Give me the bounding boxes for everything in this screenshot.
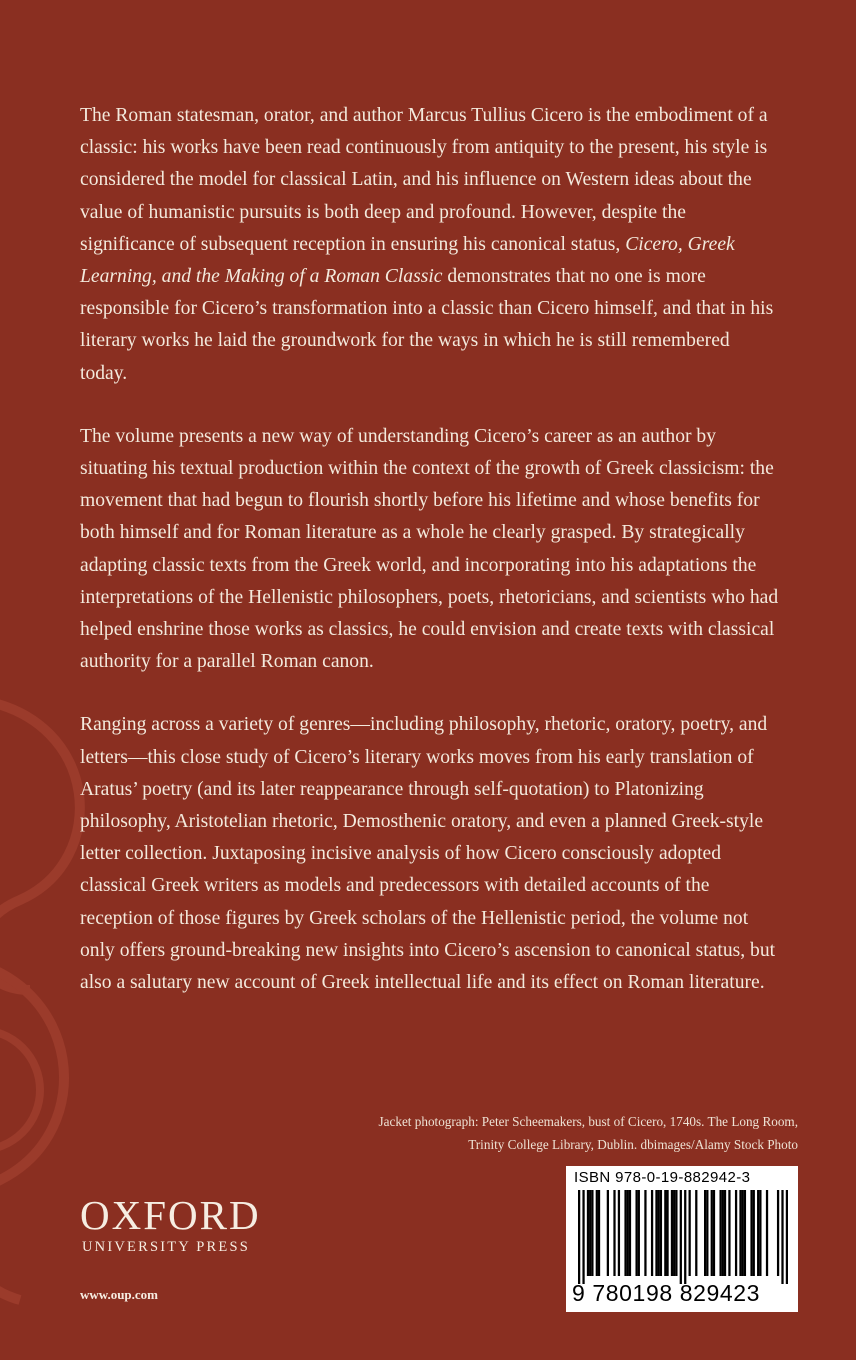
barcode-bar xyxy=(675,1190,677,1276)
barcode-bar xyxy=(722,1190,724,1276)
credit-line-1: Jacket photograph: Peter Scheemakers, bust of Cicero, 1740s. The Long Room, xyxy=(378,1114,798,1129)
barcode-bar xyxy=(607,1190,609,1276)
barcode-bar xyxy=(719,1190,721,1276)
barcode-bar xyxy=(655,1190,657,1276)
barcode-bar xyxy=(777,1190,779,1276)
barcode-bar xyxy=(704,1190,706,1276)
barcode-bar xyxy=(766,1190,768,1276)
barcode-bar xyxy=(666,1190,668,1276)
barcode-bar xyxy=(735,1190,737,1276)
barcode-bar xyxy=(759,1190,761,1276)
barcode-bar xyxy=(786,1190,788,1284)
barcode-bar xyxy=(744,1190,746,1276)
barcode-bar xyxy=(711,1190,713,1276)
barcode-bar xyxy=(598,1190,600,1276)
barcode-bar xyxy=(713,1190,715,1276)
jacket-description xyxy=(80,100,780,1030)
barcode-bar xyxy=(638,1190,640,1276)
barcode-bar xyxy=(582,1190,584,1284)
barcode-bar xyxy=(651,1190,653,1276)
barcode-bar xyxy=(589,1190,591,1276)
ean-barcode xyxy=(578,1190,788,1284)
publisher-url: www.oup.com xyxy=(80,1287,159,1302)
barcode-bar xyxy=(635,1190,637,1276)
barcode-bar xyxy=(644,1190,646,1276)
barcode-bar xyxy=(680,1190,682,1284)
jacket-photo-credit xyxy=(379,1110,798,1156)
barcode-bar xyxy=(757,1190,759,1276)
barcode-bar xyxy=(618,1190,620,1276)
description-paragraph-3: Ranging across a variety of genres—including philosophy, rhetoric, oratory, poetry, and letters—this close study of Cicero’s literary works moves from his early translation of Aratus’ poetry (and its later reappearance through self-quotation) to Platonizing philosophy, Aristotelian rhetoric, Demosthenic oratory, and even a planned Greek-style letter collection. Juxtaposing incisive analysis of how Cicero consciously adopted classical Greek writers as models and predecessors with detailed accounts of the reception of those figures by Greek scholars of the Hellenistic period, the volume not only offers ground-breaking new insights into Cicero’s ascension to canonical status, but also a salutary new account of Greek intellectual life and its effect on Roman literature. xyxy=(80,714,776,994)
book-title-italic: Cicero, Greek Learning, and the Making of a Roman Classic xyxy=(80,233,735,288)
barcode-bar xyxy=(728,1190,730,1276)
barcode-bar xyxy=(750,1190,752,1276)
para1-after: demonstrates that no one is more responsible for Cicero’s transformation into a classic than Cicero himself, and that in his literary works he laid the groundwork for the ways in which he is still remembered today. xyxy=(80,266,774,384)
barcode-bar xyxy=(742,1190,744,1276)
barcode-bar xyxy=(673,1190,675,1276)
barcode-bar xyxy=(684,1190,686,1284)
barcode-bar xyxy=(596,1190,598,1276)
ean-digits: 9 780198 829423 xyxy=(572,1280,761,1306)
publisher-logo-name: OXFORD xyxy=(80,1192,261,1238)
publisher-logo-subtitle: UNIVERSITY PRESS xyxy=(82,1239,251,1255)
barcode-bar xyxy=(624,1190,626,1276)
barcode-bar xyxy=(658,1190,660,1276)
barcode-bar xyxy=(695,1190,697,1276)
credit-line-2: Trinity College Library, Dublin. dbimages/Alamy Stock Photo xyxy=(468,1137,798,1152)
barcode-bar xyxy=(781,1190,783,1284)
barcode-bar xyxy=(706,1190,708,1276)
isbn-barcode-box xyxy=(566,1166,798,1312)
isbn-label: ISBN 978-0-19-882942-3 xyxy=(574,1169,751,1186)
barcode-bar xyxy=(724,1190,726,1276)
barcode-bar xyxy=(613,1190,615,1276)
barcode-bar xyxy=(739,1190,741,1276)
para1-before: The Roman statesman, orator, and author Marcus Tullius Cicero is the embodiment of a classic: his works have been read continuously from antiquity to the present, his style is considered the model for classical Latin, and his influence on Western ideas about the value of humanistic pursuits is both deep and profound. However, despite the significance of subsequent reception in ensuring his canonical status, xyxy=(80,105,768,255)
description-paragraph-2: The volume presents a new way of understanding Cicero’s career as an author by situating his textual production within the context of the growth of Greek classicism: the movement that had begun to flourish shortly before his lifetime and whose benefits for both himself and for Roman literature as a whole he clearly grasped. By strategically adapting classic texts from the Greek world, and incorporating into his adaptations the interpretations of the Hellenistic philosophers, poets, rhetoricians, and scientists who had helped enshrine those works as classics, he could envision and create texts with classical authority for a parallel Roman canon. xyxy=(80,425,779,673)
barcode-bar xyxy=(591,1190,593,1276)
description-paragraph-1 xyxy=(80,100,780,390)
barcode-bar xyxy=(689,1190,691,1276)
barcode-bar xyxy=(578,1190,580,1284)
barcode-bar xyxy=(664,1190,666,1276)
barcode-bar xyxy=(627,1190,629,1276)
barcode-bar xyxy=(671,1190,673,1276)
barcode-bar xyxy=(587,1190,589,1276)
barcode-bar xyxy=(629,1190,631,1276)
barcode-bar xyxy=(660,1190,662,1276)
barcode-bar xyxy=(753,1190,755,1276)
